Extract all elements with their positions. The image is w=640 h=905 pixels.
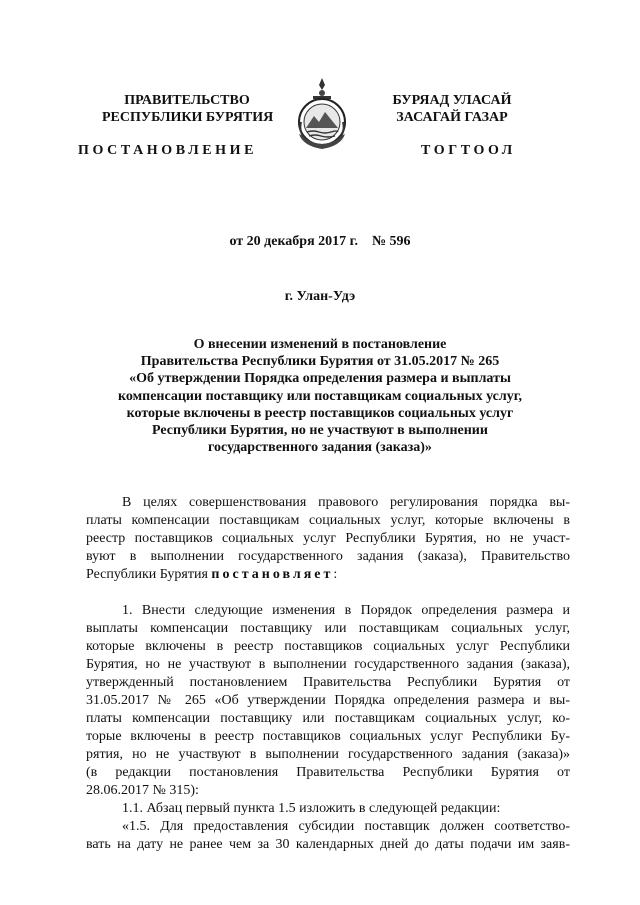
- preamble-last-line: [86, 566, 570, 584]
- item1-line: Бурятия, но не участвуют в выполнении государственного задания (заказа),: [86, 657, 570, 672]
- item1-line: (в редакции постановления Правительства Республики Бурятия от: [86, 765, 570, 780]
- title-line: компенсации поставщику или поставщикам социальных услуг,: [117, 388, 523, 404]
- item1-line: платы компенсации поставщику или поставщикам социальных услуг, ко-: [86, 711, 570, 726]
- issuer-line-1: ПРАВИТЕЛЬСТВО: [124, 93, 250, 108]
- issuer-buryat-line-2: ЗАСАГАЙ ГАЗАР: [396, 110, 508, 125]
- decree-date: от 20 декабря 2017 г.: [229, 234, 358, 249]
- preamble-line: вуют в выполнении государственного задания (заказа), Правительство: [86, 549, 570, 564]
- item1-line: которые включены в реестр поставщиков социальных услуг Республики: [86, 639, 570, 654]
- decree-date-number: [0, 234, 640, 250]
- issuer-buryat-line-1: БУРЯАД УЛАСАЙ: [392, 93, 512, 108]
- decree-body: [86, 494, 570, 854]
- doc-type-russian: ПОСТАНОВЛЕНИЕ: [78, 143, 258, 158]
- preamble-suffix: :: [333, 567, 338, 582]
- title-line: Республики Бурятия, но не участвуют в выполнении: [152, 423, 488, 439]
- item1-line: 1. Внести следующие изменения в Порядок определения размера и: [122, 603, 570, 618]
- title-line: Правительства Республики Бурятия от 31.05.2017 № 265: [140, 354, 500, 370]
- decree-city: г. Улан-Удэ: [284, 289, 356, 304]
- issuer-name-buryat: [372, 92, 532, 126]
- item1-line: рятия, но не участвуют в выполнении государственного задания (заказа)»: [86, 747, 570, 762]
- title-line: государственного задания (заказа)»: [208, 440, 432, 456]
- item1-1-line: 1.1. Абзац первый пункта 1.5 изложить в следующей редакции:: [122, 801, 501, 816]
- title-line: которые включены в реестр поставщиков социальных услуг: [126, 405, 514, 421]
- item1-line: выплаты компенсации поставщику или поставщикам социальных услуг,: [86, 621, 570, 636]
- republic-of-buryatia-coat-of-arms-icon: [295, 76, 349, 154]
- preamble-prefix: Республики Бурятия: [86, 567, 212, 582]
- issuer-line-2: РЕСПУБЛИКИ БУРЯТИЯ: [102, 110, 274, 125]
- item1-last-line: 28.06.2017 № 315):: [86, 783, 199, 798]
- issuer-name-russian: [102, 92, 272, 126]
- item1-line: утвержденный постановлением Правительства Республики Бурятия от: [86, 675, 570, 690]
- preamble-line: реестр поставщиков социальных услуг Республики Бурятия, но не участ-: [86, 531, 570, 546]
- preamble-line: В целях совершенствования правового регулирования порядка вы-: [122, 495, 570, 510]
- title-line: «Об утверждении Порядка определения размера и выплаты: [129, 371, 511, 387]
- preamble-line: платы компенсации поставщикам социальных услуг, которые включены в: [86, 513, 570, 528]
- doc-type-buryat: ТОГТООЛ: [421, 143, 516, 158]
- quote-line: «1.5. Для предоставления субсидии поставщик должен соответство-: [122, 819, 570, 834]
- resolves-word: постановляет: [211, 567, 334, 582]
- decree-title: [90, 336, 550, 456]
- title-line: О внесении изменений в постановление: [193, 337, 447, 352]
- item1-line: 31.05.2017 № 265 «Об утверждении Порядка определения размера и вы-: [86, 693, 570, 708]
- item1-line: торые включены в реестр поставщиков социальных услуг Республики Бу-: [86, 729, 570, 744]
- quote-line: вать на дату не ранее чем за 30 календарных дней до даты подачи им заяв-: [86, 837, 570, 852]
- decree-number: № 596: [371, 234, 411, 249]
- paragraph-gap: [86, 584, 570, 602]
